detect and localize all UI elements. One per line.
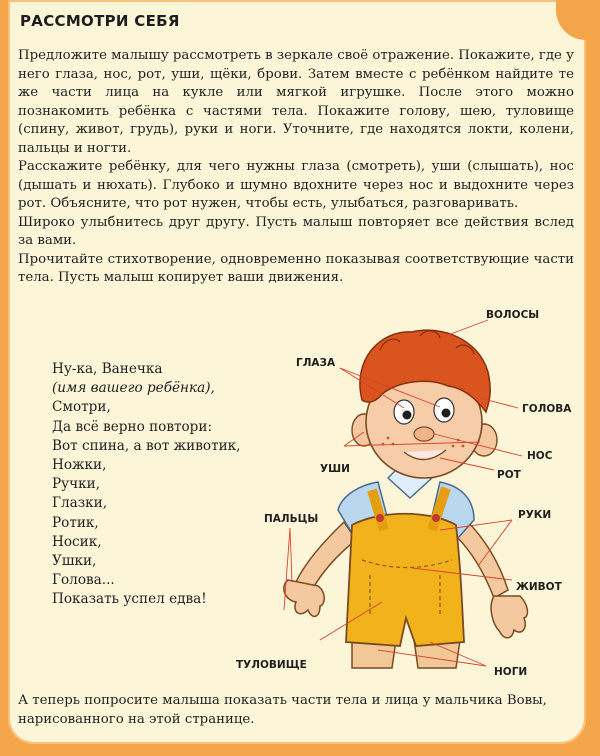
- intro-paragraph: Широко улыбнитесь друг другу. Пусть малыш повторяет все действия вслед за вами.: [18, 214, 574, 248]
- label-legs: НОГИ: [494, 666, 528, 678]
- label-hair: ВОЛОСЫ: [486, 309, 540, 321]
- poem-line: Носик,: [52, 533, 102, 550]
- poem-line: Голова...: [52, 572, 115, 589]
- poem-line: Вот спина, а вот животик,: [52, 437, 241, 454]
- label-belly: ЖИВОТ: [516, 581, 562, 593]
- intro-paragraph: Расскажите ребёнку, для чего нужны глаза (смотреть), уши (слышать), нос (дышать и нюхать). Глубоко и шумно вдохните через нос и выдохните через рот. Объясните, что рот нужен, чтобы есть, улыбаться, разговаривать.: [18, 159, 574, 211]
- right-hand: [491, 596, 527, 638]
- poem-line: Да всё верно повтори:: [52, 418, 213, 435]
- poem-line: Ротик,: [52, 514, 99, 531]
- intro-paragraph: Предложите малышу рассмотреть в зеркале своё отражение. Покажите, где у него глаза, нос, рот, уши, щёки, брови. Затем вместе с ребёнком найдите те же части лица на кукле или мягкой игрушке. После этого можно познакомить ребёнка с частями тела. Покажите голову, шею, туловище (спину, живот, грудь), руки и ноги. Уточните, где находятся локти, колени, пальцы и ногти.: [18, 48, 574, 156]
- label-arms: РУКИ: [518, 509, 552, 521]
- left-hand: [284, 580, 324, 616]
- label-mouth: РОТ: [497, 469, 521, 481]
- label-eyes: ГЛАЗА: [296, 357, 336, 369]
- intro-paragraph: Прочитайте стихотворение, одновременно показывая соответствующие части тела. Пусть малыш копирует ваши движения.: [18, 251, 574, 285]
- boy-head: [352, 330, 497, 478]
- label-nose: НОС: [527, 450, 553, 462]
- poem-line: Ножки,: [52, 457, 107, 474]
- label-head: ГОЛОВА: [522, 403, 572, 415]
- poem-line: (имя вашего ребёнка),: [52, 380, 215, 397]
- poem-line: Ну-ка, Ванечка: [52, 361, 163, 377]
- poem-line: Смотри,: [52, 399, 111, 416]
- label-fingers: ПАЛЬЦЫ: [264, 513, 319, 525]
- footer-text: А теперь попросите малыша показать части тела и лица у мальчика Вовы, нарисованного на этой странице.: [18, 693, 547, 727]
- poem-line: Ушки,: [52, 553, 97, 570]
- section-title: РАССМОТРИ СЕБЯ: [20, 12, 180, 30]
- label-torso: ТУЛОВИЩЕ: [236, 659, 307, 671]
- poem-line: Ручки,: [52, 476, 101, 493]
- poem-line: Глазки,: [52, 495, 108, 512]
- poem-line: Показать успел едва!: [52, 591, 207, 608]
- label-ears: УШИ: [320, 463, 350, 475]
